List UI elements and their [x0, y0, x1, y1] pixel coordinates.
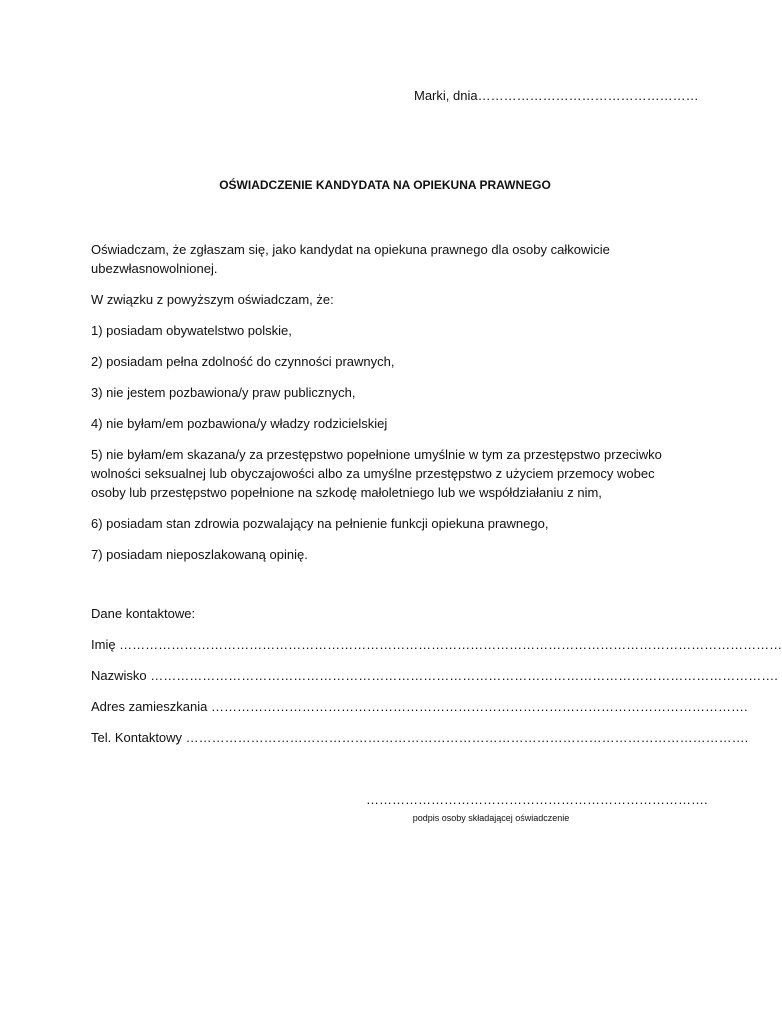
phone-field: Tel. Kontaktowy ………………………………………………………………………………………………………………….: [91, 730, 749, 745]
declaration-item-4: 4) nie byłam/em pozbawiona/y władzy rodzicielskiej: [91, 416, 388, 431]
address-field: Adres zamieszkania …………………………………………………………………………………………………………….: [91, 699, 748, 714]
lead-paragraph: W związku z powyższym oświadczam, że:: [91, 292, 334, 307]
date-line: Marki, dnia……………………………………………: [414, 88, 699, 103]
declaration-item-5: 5) nie byłam/em skazana/y za przestępstwo popełnione umyślnie w tym za przestępstwo przeciwko wolności seksualnej lub obyczajowości albo za umyślne przestępstwo z użyciem przemocy wobec osoby lub przestępstwo popełnione na szkodę małoletniego lub we współdziałaniu z nim,: [91, 447, 662, 500]
contact-heading: Dane kontaktowe:: [91, 606, 196, 621]
signature-caption: podpis osoby składającej oświadczenie: [412, 813, 570, 823]
last-name-field: Nazwisko ……………………………………………………………………………………………………………………………….: [91, 668, 778, 683]
declaration-item-1: 1) posiadam obywatelstwo polskie,: [91, 323, 292, 338]
document-title: OŚWIADCZENIE KANDYDATA NA OPIEKUNA PRAWNEGO: [219, 178, 551, 192]
declaration-item-2: 2) posiadam pełna zdolność do czynności prawnych,: [91, 354, 395, 369]
declaration-item-6: 6) posiadam stan zdrowia pozwalający na pełnienie funkcji opiekuna prawnego,: [91, 516, 549, 531]
declaration-item-3: 3) nie jestem pozbawiona/y praw publicznych,: [91, 385, 356, 400]
contact-section: [91, 604, 782, 759]
signature-block: [366, 792, 708, 823]
declaration-item-7: 7) posiadam nieposzlakowaną opinię.: [91, 547, 308, 562]
first-name-field: Imię ………………………………………………………………………………………………………………………………………: [91, 637, 782, 652]
declaration-body: [91, 240, 691, 576]
intro-paragraph: Oświadczam, że zgłaszam się, jako kandydat na opiekuna prawnego dla osoby całkowicie ubezwłasnowolnionej.: [91, 242, 610, 276]
signature-line: …………………………………………………………………….: [366, 792, 708, 807]
